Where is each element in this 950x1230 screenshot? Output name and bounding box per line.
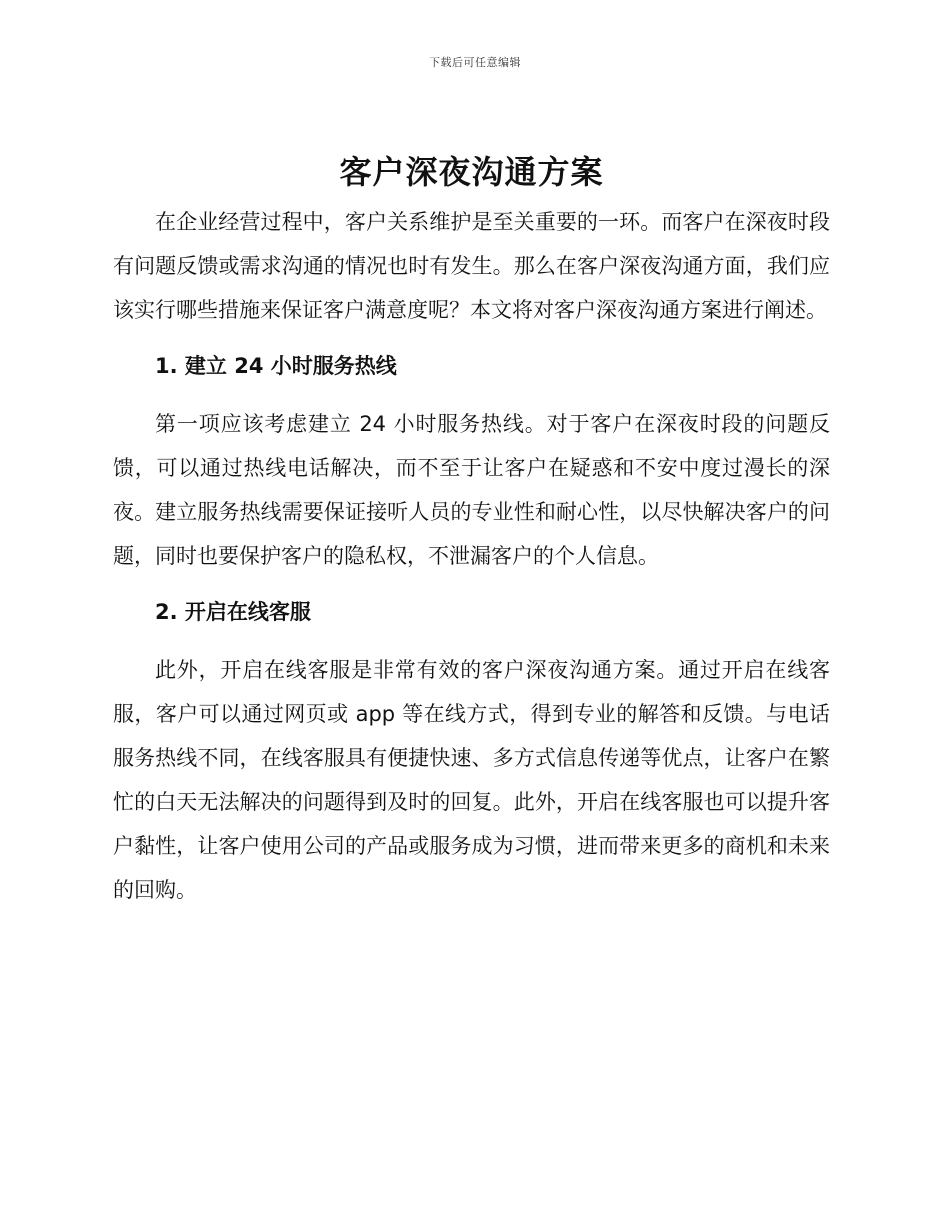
section-body-hotline: 第一项应该考虑建立 24 小时服务热线。对于客户在深夜时段的问题反馈，可以通过热线电话解决，而不至于让客户在疑惑和不安中度过漫长的深夜。建立服务热线需要保证接听人员的专业性和耐心性，以尽快解决客户的问题，同时也要保护客户的隐私权，不泄漏客户的个人信息。	[113, 412, 830, 568]
intro-paragraph: 在企业经营过程中，客户关系维护是至关重要的一环。而客户在深夜时段有问题反馈或需求沟通的情况也时有发生。那么在客户深夜沟通方面，我们应该实行哪些措施来保证客户满意度呢？本文将对客户深夜沟通方案进行阐述。	[113, 210, 830, 322]
section-body-online-service: 此外，开启在线客服是非常有效的客户深夜沟通方案。通过开启在线客服，客户可以通过网页或 app 等在线方式，得到专业的解答和反馈。与电话服务热线不同，在线客服具有便捷快速、多方式信息传递等优点，让客户在繁忙的白天无法解决的问题得到及时的回复。此外，开启在线客服也可以提升客户黏性，让客户使用公司的产品或服务成为习惯，进而带来更多的商机和未来的回购。	[113, 658, 830, 902]
document-title: 客户深夜沟通方案	[339, 153, 604, 191]
section-heading-online-service: 2. 开启在线客服	[155, 600, 311, 624]
page-header-note: 下载后可任意编辑	[429, 56, 521, 69]
section-heading-hotline: 1. 建立 24 小时服务热线	[155, 354, 397, 378]
document-body	[113, 150, 830, 912]
